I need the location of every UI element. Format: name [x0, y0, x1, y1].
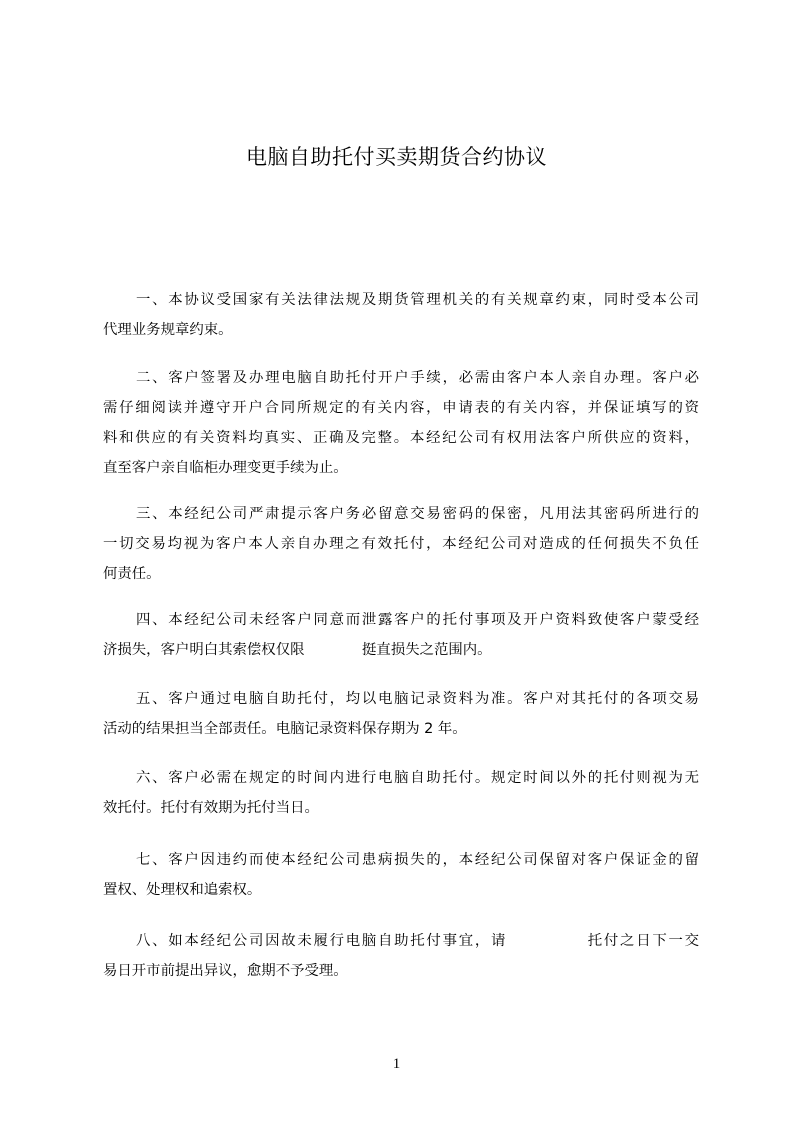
clause-line: 三、本经纪公司严肃提示客户务必留意交易密码的保密，凡用法其密码所进行的 [136, 506, 699, 522]
clause-line: 效托付。托付有效期为托付当日。 [103, 800, 319, 816]
clause-line: 置权、处理权和追索权。 [103, 882, 262, 898]
clause-line: 活动的结果担当全部责任。电脑记录资料保存期为 2 年。 [103, 721, 467, 737]
clause-6 [103, 763, 699, 823]
clause-7 [103, 845, 699, 905]
clause-5 [103, 684, 699, 744]
clause-8 [103, 926, 699, 986]
document-title: 电脑自助托付买卖期货合约协议 [246, 145, 547, 169]
clause-line: 五、客户通过电脑自助托付，均以电脑记录资料为准。客户对其托付的各项交易 [136, 691, 699, 707]
clause-line: 六、客户必需在规定的时间内进行电脑自助托付。规定时间以外的托付则视为无 [136, 770, 699, 786]
clause-line: 四、本经纪公司未经客户同意而泄露客户的托付事项及开户资料致使客户蒙受经 [136, 612, 699, 628]
clause-line: 济损失，客户明白其索偿权仅限 挺直损失之范围内。 [103, 642, 492, 658]
clause-line: 易日开市前提出异议，愈期不予受理。 [103, 963, 348, 979]
clause-line: 八、如本经纪公司因故未履行电脑自助托付事宜，请 托付之日下一交 [136, 933, 699, 949]
clause-line: 一、本协议受国家有关法律法规及期货管理机关的有关规章约束，同时受本公司 [136, 292, 699, 308]
clause-line: 二、客户签署及办理电脑自助托付开户手续，必需由客户本人亲自办理。客户必 [136, 370, 699, 386]
clause-4 [103, 605, 699, 665]
clause-line: 代理业务规章约束。 [103, 322, 233, 338]
clause-line: 料和供应的有关资料均真实、正确及完整。本经纪公司有权用法客户所供应的资料， [103, 430, 699, 446]
clause-line: 何责任。 [103, 566, 161, 582]
clause-2 [103, 363, 699, 483]
clause-line: 一切交易均视为客户本人亲自办理之有效托付，本经纪公司对造成的任何损失不负任 [103, 536, 699, 552]
clause-line: 七、客户因违约而使本经纪公司患病损失的，本经纪公司保留对客户保证金的留 [136, 852, 699, 868]
page-number: 1 [392, 1056, 401, 1072]
clause-1 [103, 285, 699, 345]
clause-3 [103, 499, 699, 589]
clause-line: 需仔细阅读并遵守开户合同所规定的有关内容，申请表的有关内容，并保证填写的资 [103, 400, 699, 416]
clause-line: 直至客户亲自临柜办理变更手续为止。 [103, 460, 348, 476]
